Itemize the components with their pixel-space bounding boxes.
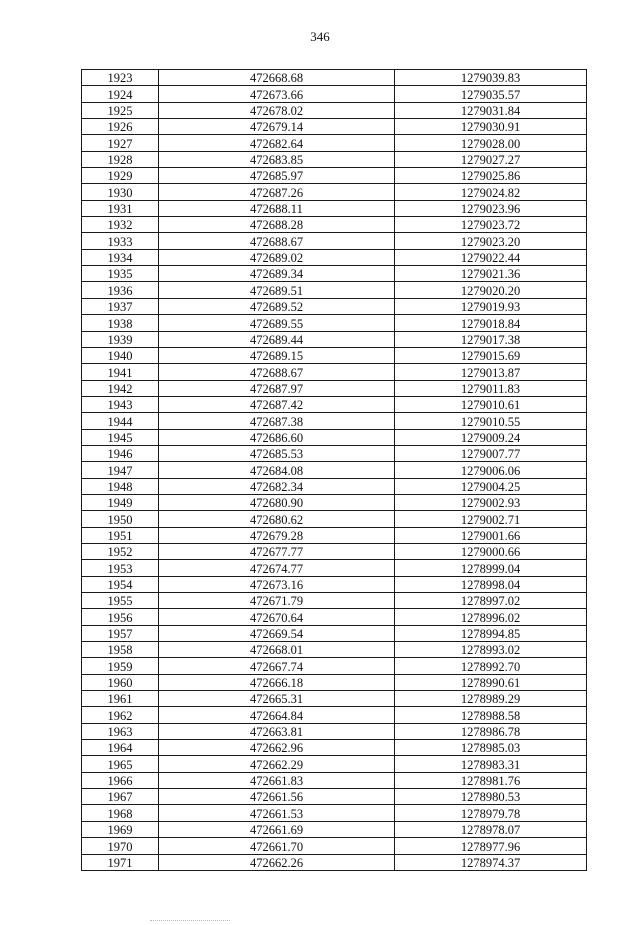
point-number-cell: 1954 xyxy=(82,576,159,592)
x-coordinate-cell: 472687.97 xyxy=(159,380,395,396)
table-row xyxy=(82,478,587,494)
point-number-cell: 1947 xyxy=(82,462,159,478)
point-number-cell: 1940 xyxy=(82,347,159,363)
x-coordinate-cell: 472689.15 xyxy=(159,347,395,363)
point-number-cell: 1924 xyxy=(82,86,159,102)
table-row xyxy=(82,593,587,609)
y-coordinate-cell: 1279023.72 xyxy=(395,217,587,233)
point-number-cell: 1944 xyxy=(82,413,159,429)
table-row xyxy=(82,102,587,118)
point-number-cell: 1953 xyxy=(82,560,159,576)
point-number-cell: 1951 xyxy=(82,527,159,543)
table-row xyxy=(82,511,587,527)
x-coordinate-cell: 472689.52 xyxy=(159,298,395,314)
table-row xyxy=(82,119,587,135)
x-coordinate-cell: 472683.85 xyxy=(159,151,395,167)
x-coordinate-cell: 472680.62 xyxy=(159,511,395,527)
table-row xyxy=(82,642,587,658)
page-number: 346 xyxy=(310,29,330,44)
x-coordinate-cell: 472689.55 xyxy=(159,315,395,331)
point-number-cell: 1968 xyxy=(82,805,159,821)
table-row xyxy=(82,217,587,233)
point-number-cell: 1925 xyxy=(82,102,159,118)
point-number-cell: 1945 xyxy=(82,429,159,445)
y-coordinate-cell: 1279020.20 xyxy=(395,282,587,298)
x-coordinate-cell: 472669.54 xyxy=(159,625,395,641)
y-coordinate-cell: 1278974.37 xyxy=(395,854,587,870)
x-coordinate-cell: 472661.56 xyxy=(159,789,395,805)
table-row xyxy=(82,674,587,690)
table-row xyxy=(82,805,587,821)
point-number-cell: 1952 xyxy=(82,543,159,559)
point-number-cell: 1971 xyxy=(82,854,159,870)
footer-mark xyxy=(150,920,230,921)
y-coordinate-cell: 1279030.91 xyxy=(395,119,587,135)
x-coordinate-cell: 472662.26 xyxy=(159,854,395,870)
y-coordinate-cell: 1279023.20 xyxy=(395,233,587,249)
y-coordinate-cell: 1278996.02 xyxy=(395,609,587,625)
table-row xyxy=(82,168,587,184)
y-coordinate-cell: 1278993.02 xyxy=(395,642,587,658)
x-coordinate-cell: 472682.34 xyxy=(159,478,395,494)
point-number-cell: 1960 xyxy=(82,674,159,690)
point-number-cell: 1962 xyxy=(82,707,159,723)
point-number-cell: 1937 xyxy=(82,298,159,314)
coordinates-table-body xyxy=(82,70,587,871)
point-number-cell: 1929 xyxy=(82,168,159,184)
point-number-cell: 1934 xyxy=(82,249,159,265)
y-coordinate-cell: 1278994.85 xyxy=(395,625,587,641)
y-coordinate-cell: 1279010.55 xyxy=(395,413,587,429)
point-number-cell: 1948 xyxy=(82,478,159,494)
x-coordinate-cell: 472661.53 xyxy=(159,805,395,821)
table-row xyxy=(82,331,587,347)
table-row xyxy=(82,691,587,707)
table-row xyxy=(82,543,587,559)
y-coordinate-cell: 1278983.31 xyxy=(395,756,587,772)
table-row xyxy=(82,527,587,543)
table-row xyxy=(82,445,587,461)
x-coordinate-cell: 472688.28 xyxy=(159,217,395,233)
x-coordinate-cell: 472684.08 xyxy=(159,462,395,478)
y-coordinate-cell: 1278981.76 xyxy=(395,772,587,788)
x-coordinate-cell: 472665.31 xyxy=(159,691,395,707)
y-coordinate-cell: 1279025.86 xyxy=(395,168,587,184)
table-row xyxy=(82,282,587,298)
x-coordinate-cell: 472661.69 xyxy=(159,821,395,837)
point-number-cell: 1950 xyxy=(82,511,159,527)
y-coordinate-cell: 1279013.87 xyxy=(395,364,587,380)
table-row xyxy=(82,380,587,396)
x-coordinate-cell: 472679.28 xyxy=(159,527,395,543)
table-row xyxy=(82,576,587,592)
y-coordinate-cell: 1279017.38 xyxy=(395,331,587,347)
y-coordinate-cell: 1279039.83 xyxy=(395,70,587,86)
point-number-cell: 1959 xyxy=(82,658,159,674)
table-row xyxy=(82,184,587,200)
y-coordinate-cell: 1278978.07 xyxy=(395,821,587,837)
table-row xyxy=(82,413,587,429)
y-coordinate-cell: 1279000.66 xyxy=(395,543,587,559)
point-number-cell: 1961 xyxy=(82,691,159,707)
x-coordinate-cell: 472689.44 xyxy=(159,331,395,347)
table-row xyxy=(82,249,587,265)
coordinates-table xyxy=(81,69,587,871)
point-number-cell: 1932 xyxy=(82,217,159,233)
y-coordinate-cell: 1279028.00 xyxy=(395,135,587,151)
x-coordinate-cell: 472664.84 xyxy=(159,707,395,723)
y-coordinate-cell: 1278989.29 xyxy=(395,691,587,707)
point-number-cell: 1958 xyxy=(82,642,159,658)
point-number-cell: 1969 xyxy=(82,821,159,837)
y-coordinate-cell: 1279018.84 xyxy=(395,315,587,331)
x-coordinate-cell: 472685.53 xyxy=(159,445,395,461)
point-number-cell: 1966 xyxy=(82,772,159,788)
x-coordinate-cell: 472688.67 xyxy=(159,233,395,249)
table-row xyxy=(82,233,587,249)
x-coordinate-cell: 472688.11 xyxy=(159,200,395,216)
x-coordinate-cell: 472667.74 xyxy=(159,658,395,674)
point-number-cell: 1936 xyxy=(82,282,159,298)
point-number-cell: 1967 xyxy=(82,789,159,805)
x-coordinate-cell: 472687.26 xyxy=(159,184,395,200)
x-coordinate-cell: 472689.02 xyxy=(159,249,395,265)
table-row xyxy=(82,625,587,641)
x-coordinate-cell: 472674.77 xyxy=(159,560,395,576)
table-row xyxy=(82,86,587,102)
table-row xyxy=(82,560,587,576)
y-coordinate-cell: 1279019.93 xyxy=(395,298,587,314)
table-row xyxy=(82,658,587,674)
y-coordinate-cell: 1279027.27 xyxy=(395,151,587,167)
point-number-cell: 1955 xyxy=(82,593,159,609)
y-coordinate-cell: 1278992.70 xyxy=(395,658,587,674)
x-coordinate-cell: 472679.14 xyxy=(159,119,395,135)
y-coordinate-cell: 1279021.36 xyxy=(395,266,587,282)
table-row xyxy=(82,364,587,380)
table-row xyxy=(82,838,587,854)
point-number-cell: 1928 xyxy=(82,151,159,167)
table-row xyxy=(82,740,587,756)
table-row xyxy=(82,347,587,363)
x-coordinate-cell: 472673.16 xyxy=(159,576,395,592)
table-row xyxy=(82,723,587,739)
table-row xyxy=(82,494,587,510)
point-number-cell: 1938 xyxy=(82,315,159,331)
y-coordinate-cell: 1279023.96 xyxy=(395,200,587,216)
x-coordinate-cell: 472686.60 xyxy=(159,429,395,445)
point-number-cell: 1927 xyxy=(82,135,159,151)
x-coordinate-cell: 472673.66 xyxy=(159,86,395,102)
x-coordinate-cell: 472687.42 xyxy=(159,396,395,412)
y-coordinate-cell: 1278998.04 xyxy=(395,576,587,592)
y-coordinate-cell: 1279002.71 xyxy=(395,511,587,527)
x-coordinate-cell: 472670.64 xyxy=(159,609,395,625)
point-number-cell: 1939 xyxy=(82,331,159,347)
point-number-cell: 1970 xyxy=(82,838,159,854)
table-row xyxy=(82,854,587,870)
y-coordinate-cell: 1279004.25 xyxy=(395,478,587,494)
x-coordinate-cell: 472689.34 xyxy=(159,266,395,282)
x-coordinate-cell: 472682.64 xyxy=(159,135,395,151)
y-coordinate-cell: 1279035.57 xyxy=(395,86,587,102)
x-coordinate-cell: 472677.77 xyxy=(159,543,395,559)
point-number-cell: 1931 xyxy=(82,200,159,216)
x-coordinate-cell: 472661.83 xyxy=(159,772,395,788)
x-coordinate-cell: 472680.90 xyxy=(159,494,395,510)
y-coordinate-cell: 1279002.93 xyxy=(395,494,587,510)
y-coordinate-cell: 1278979.78 xyxy=(395,805,587,821)
table-row xyxy=(82,315,587,331)
table-row xyxy=(82,429,587,445)
table-row xyxy=(82,396,587,412)
point-number-cell: 1949 xyxy=(82,494,159,510)
x-coordinate-cell: 472671.79 xyxy=(159,593,395,609)
point-number-cell: 1930 xyxy=(82,184,159,200)
y-coordinate-cell: 1278988.58 xyxy=(395,707,587,723)
point-number-cell: 1926 xyxy=(82,119,159,135)
y-coordinate-cell: 1278997.02 xyxy=(395,593,587,609)
table-row xyxy=(82,789,587,805)
point-number-cell: 1964 xyxy=(82,740,159,756)
x-coordinate-cell: 472663.81 xyxy=(159,723,395,739)
x-coordinate-cell: 472662.29 xyxy=(159,756,395,772)
point-number-cell: 1965 xyxy=(82,756,159,772)
table-row xyxy=(82,707,587,723)
point-number-cell: 1923 xyxy=(82,70,159,86)
y-coordinate-cell: 1279011.83 xyxy=(395,380,587,396)
table-row xyxy=(82,756,587,772)
point-number-cell: 1941 xyxy=(82,364,159,380)
table-row xyxy=(82,772,587,788)
y-coordinate-cell: 1278999.04 xyxy=(395,560,587,576)
y-coordinate-cell: 1279006.06 xyxy=(395,462,587,478)
x-coordinate-cell: 472661.70 xyxy=(159,838,395,854)
point-number-cell: 1956 xyxy=(82,609,159,625)
table-row xyxy=(82,151,587,167)
y-coordinate-cell: 1279010.61 xyxy=(395,396,587,412)
y-coordinate-cell: 1279001.66 xyxy=(395,527,587,543)
table-row xyxy=(82,298,587,314)
x-coordinate-cell: 472666.18 xyxy=(159,674,395,690)
x-coordinate-cell: 472687.38 xyxy=(159,413,395,429)
x-coordinate-cell: 472662.96 xyxy=(159,740,395,756)
table-row xyxy=(82,200,587,216)
y-coordinate-cell: 1279022.44 xyxy=(395,249,587,265)
y-coordinate-cell: 1279031.84 xyxy=(395,102,587,118)
point-number-cell: 1942 xyxy=(82,380,159,396)
y-coordinate-cell: 1279024.82 xyxy=(395,184,587,200)
table-row xyxy=(82,821,587,837)
point-number-cell: 1935 xyxy=(82,266,159,282)
table-row xyxy=(82,266,587,282)
table-row xyxy=(82,135,587,151)
x-coordinate-cell: 472668.01 xyxy=(159,642,395,658)
point-number-cell: 1946 xyxy=(82,445,159,461)
y-coordinate-cell: 1278990.61 xyxy=(395,674,587,690)
x-coordinate-cell: 472678.02 xyxy=(159,102,395,118)
y-coordinate-cell: 1279009.24 xyxy=(395,429,587,445)
y-coordinate-cell: 1278980.53 xyxy=(395,789,587,805)
table-row xyxy=(82,70,587,86)
x-coordinate-cell: 472688.67 xyxy=(159,364,395,380)
y-coordinate-cell: 1278977.96 xyxy=(395,838,587,854)
x-coordinate-cell: 472668.68 xyxy=(159,70,395,86)
point-number-cell: 1933 xyxy=(82,233,159,249)
table-row xyxy=(82,462,587,478)
y-coordinate-cell: 1279015.69 xyxy=(395,347,587,363)
x-coordinate-cell: 472689.51 xyxy=(159,282,395,298)
point-number-cell: 1957 xyxy=(82,625,159,641)
x-coordinate-cell: 472685.97 xyxy=(159,168,395,184)
table-row xyxy=(82,609,587,625)
y-coordinate-cell: 1278986.78 xyxy=(395,723,587,739)
y-coordinate-cell: 1279007.77 xyxy=(395,445,587,461)
point-number-cell: 1963 xyxy=(82,723,159,739)
point-number-cell: 1943 xyxy=(82,396,159,412)
y-coordinate-cell: 1278985.03 xyxy=(395,740,587,756)
